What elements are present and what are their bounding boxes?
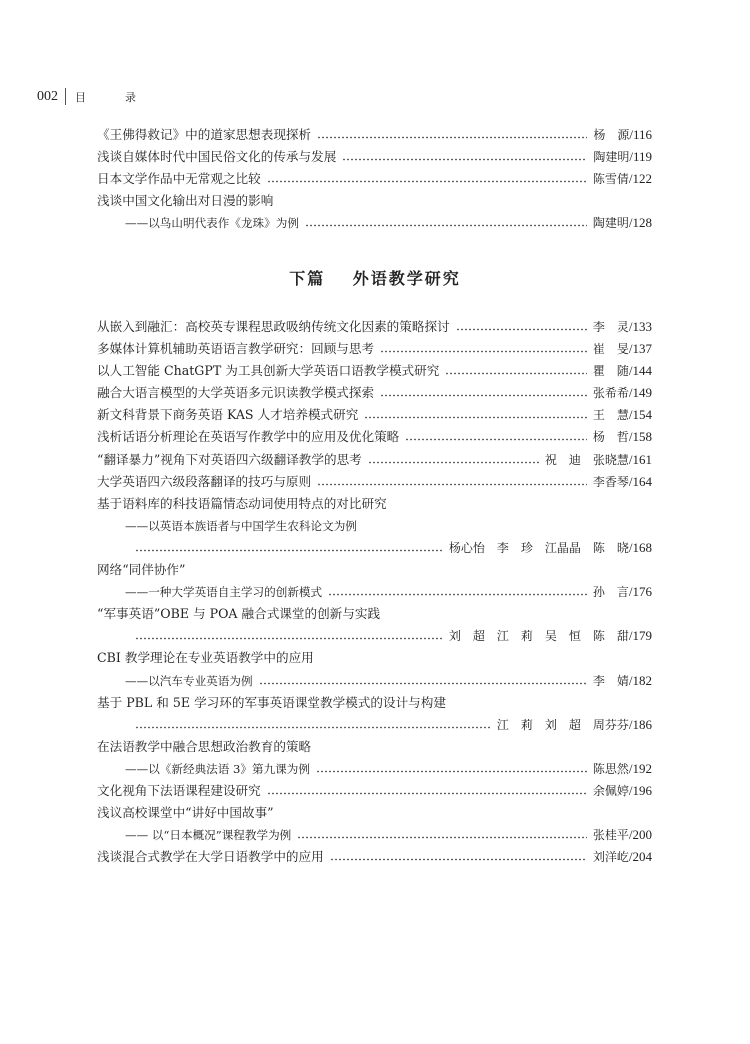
entry-authors: 刘洋屹 xyxy=(592,850,629,865)
entry-title: 在法语教学中融合思想政治教育的策略 xyxy=(97,738,312,754)
toc-entry xyxy=(97,625,652,647)
dot-leader xyxy=(445,365,587,375)
dot-leader xyxy=(317,129,587,139)
toc-entry xyxy=(97,537,652,559)
running-title: 目 录 xyxy=(75,90,150,104)
toc-entry xyxy=(97,846,652,868)
toc-entry xyxy=(97,647,652,669)
toc-entry xyxy=(97,124,652,146)
entry-page: /149 xyxy=(628,385,652,401)
entry-authors: 孙 言 xyxy=(592,585,629,600)
entry-authors: 江 莉 刘 超 周芬芬 xyxy=(496,717,629,732)
entry-page: /168 xyxy=(628,539,652,555)
toc-entry xyxy=(97,316,652,338)
entry-page: /192 xyxy=(628,760,652,776)
dot-leader xyxy=(330,851,587,861)
dot-leader xyxy=(135,542,443,552)
entry-title: 浅析话语分析理论在英语写作教学中的应用及优化策略 xyxy=(97,429,400,445)
entry-authors: 王 慧 xyxy=(592,408,629,423)
toc-entry xyxy=(97,146,652,168)
toc-entry xyxy=(97,360,652,382)
dot-leader xyxy=(328,586,587,596)
entry-title: “军事英语”OBE 与 POA 融合式课堂的创新与实践 xyxy=(97,606,381,622)
entry-page: /128 xyxy=(628,215,652,231)
entry-page: /186 xyxy=(628,716,652,732)
toc-list-upper xyxy=(97,124,652,234)
entry-page: /164 xyxy=(628,473,652,489)
entry-authors: 陈思然 xyxy=(592,761,629,776)
entry-page: /179 xyxy=(628,628,652,644)
entry-subtitle: ——以汽车专业英语为例 xyxy=(125,673,253,688)
entry-subtitle: ——以英语本族语者与中国学生农科论文为例 xyxy=(125,518,357,533)
entry-authors: 陈雪倩 xyxy=(592,172,629,187)
page-header xyxy=(37,88,150,105)
toc-entry xyxy=(97,670,652,692)
toc-entry xyxy=(97,603,652,625)
entry-title: 大学英语四六级段落翻译的技巧与原则 xyxy=(97,473,312,489)
entry-title: 基于 PBL 和 5E 学习环的军事英语课堂教学模式的设计与构建 xyxy=(97,694,446,710)
entry-authors: 余佩婷 xyxy=(592,783,629,798)
toc-list-lower xyxy=(97,316,652,868)
entry-title: 以人工智能 ChatGPT 为工具创新大学英语口语教学模式研究 xyxy=(97,363,440,379)
entry-title: CBI 教学理论在专业英语教学中的应用 xyxy=(97,650,314,666)
entry-title: 浅谈混合式教学在大学日语教学中的应用 xyxy=(97,849,324,865)
entry-page: /200 xyxy=(628,827,652,843)
toc-entry xyxy=(97,802,652,824)
dot-leader xyxy=(368,454,539,464)
toc-entry xyxy=(97,780,652,802)
entry-authors: 李 婧 xyxy=(592,673,629,688)
dot-leader xyxy=(317,476,587,486)
entry-page: /196 xyxy=(628,782,652,798)
entry-authors: 李香琴 xyxy=(592,474,629,489)
toc-entry xyxy=(97,736,652,758)
entry-subtitle: ——一种大学英语自主学习的创新模式 xyxy=(125,585,323,600)
toc-entry xyxy=(97,471,652,493)
toc-entry xyxy=(97,212,652,234)
dot-leader xyxy=(267,173,587,183)
entry-page: /133 xyxy=(628,319,652,334)
toc-entry xyxy=(97,382,652,404)
dot-leader xyxy=(405,431,587,441)
entry-title: 浅谈中国文化输出对日漫的影响 xyxy=(97,193,274,209)
entry-title: 融合大语言模型的大学英语多元识读教学模式探索 xyxy=(97,385,375,401)
entry-authors: 李 灵 xyxy=(592,320,629,334)
entry-title: 文化视角下法语课程建设研究 xyxy=(97,782,261,798)
entry-authors: 祝 迪 张晓慧 xyxy=(544,452,629,467)
toc-entry xyxy=(97,190,652,212)
entry-title: 浅议高校课堂中“讲好中国故事” xyxy=(97,805,274,821)
dot-leader xyxy=(380,343,587,353)
entry-authors: 瞿 随 xyxy=(592,364,629,379)
entry-title: 从嵌入到融汇：高校英专课程思政吸纳传统文化因素的策略探讨 xyxy=(97,319,450,334)
dot-leader xyxy=(456,321,587,331)
entry-authors: 陶建明 xyxy=(593,150,630,165)
entry-authors: 杨心怡 李 珍 江晶晶 陈 晓 xyxy=(448,540,629,555)
toc-entry xyxy=(97,714,652,736)
entry-title: 浅谈自媒体时代中国民俗文化的传承与发展 xyxy=(97,149,337,165)
entry-page: /137 xyxy=(628,341,652,357)
entry-subtitle: ——以《新经典法语 3》第九课为例 xyxy=(125,761,310,776)
toc-entry xyxy=(97,168,652,190)
toc-entry xyxy=(97,692,652,714)
page-number: 002 xyxy=(37,88,58,104)
entry-authors: 陶建明 xyxy=(592,216,629,231)
entry-page: /116 xyxy=(629,127,652,142)
entry-subtitle: ——以鸟山明代表作《龙珠》为例 xyxy=(125,216,299,231)
entry-subtitle: —— 以“日本概况”课程教学为例 xyxy=(125,828,292,843)
toc-entry xyxy=(97,824,652,846)
toc-entry xyxy=(97,581,652,603)
toc-entry xyxy=(97,758,652,780)
entry-title: “翻译暴力”视角下对英语四六级翻译教学的思考 xyxy=(97,451,362,467)
entry-page: /119 xyxy=(629,149,652,165)
entry-page: /182 xyxy=(628,672,652,688)
dot-leader xyxy=(259,675,587,685)
dot-leader xyxy=(135,719,491,729)
dot-leader xyxy=(364,409,587,419)
dot-leader xyxy=(305,217,587,227)
entry-authors: 杨 源 xyxy=(593,128,630,142)
toc-entry xyxy=(97,493,652,515)
entry-title: 《王佛得救记》中的道家思想表现探析 xyxy=(97,127,312,142)
entry-authors: 杨 哲 xyxy=(592,430,629,445)
entry-page: /154 xyxy=(628,407,652,423)
entry-page: /144 xyxy=(628,363,652,379)
toc-entry xyxy=(97,404,652,426)
dot-leader xyxy=(342,151,587,161)
toc-entry xyxy=(97,426,652,448)
entry-authors: 刘 超 江 莉 吴 恒 陈 甜 xyxy=(448,629,629,644)
header-divider xyxy=(65,88,66,105)
toc-entry xyxy=(97,515,652,537)
entry-title: 多媒体计算机辅助英语语言教学研究：回顾与思考 xyxy=(97,341,375,357)
dot-leader xyxy=(297,829,587,839)
entry-page: /161 xyxy=(628,451,652,467)
entry-page: /122 xyxy=(628,171,652,187)
toc-entry xyxy=(97,338,652,360)
dot-leader xyxy=(135,630,443,640)
section-title: 外语教学研究 xyxy=(352,269,461,288)
section-heading xyxy=(0,266,750,289)
entry-title: 网络“同伴协作” xyxy=(97,562,186,578)
entry-authors: 崔 旻 xyxy=(592,342,629,357)
entry-title: 基于语料库的科技语篇情态动词使用特点的对比研究 xyxy=(97,495,387,511)
entry-page: /204 xyxy=(628,849,652,865)
entry-page: /176 xyxy=(628,584,652,600)
entry-authors: 张希希 xyxy=(592,386,629,401)
dot-leader xyxy=(316,763,587,773)
entry-title: 新文科背景下商务英语 KAS 人才培养模式研究 xyxy=(97,407,359,423)
toc-entry xyxy=(97,449,652,471)
entry-title: 日本文学作品中无常观之比较 xyxy=(97,171,261,187)
entry-page: /158 xyxy=(628,429,652,445)
dot-leader xyxy=(380,387,587,397)
entry-authors: 张桂平 xyxy=(592,828,629,843)
toc-entry xyxy=(97,559,652,581)
dot-leader xyxy=(267,785,587,795)
section-part: 下篇 xyxy=(289,269,326,288)
